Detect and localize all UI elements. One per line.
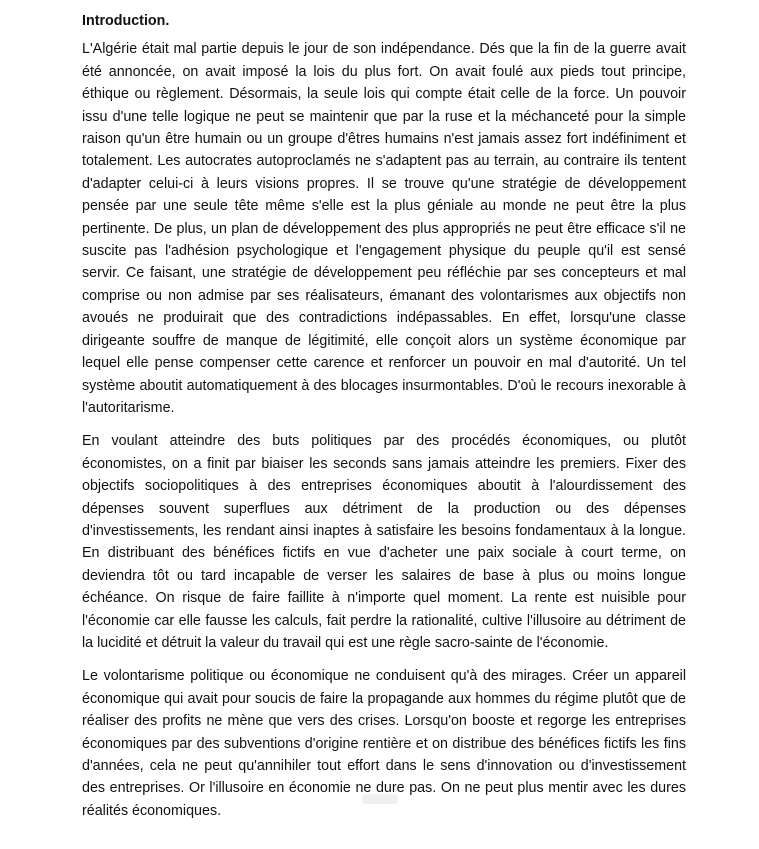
document-page: [82, 10, 686, 833]
paragraph-2: En voulant atteindre des buts politiques par des procédés économiques, ou plutôt économistes, on a finit par biaiser les seconds sans jamais atteindre les premiers. Fixer des objectifs sociopolitiques à des entreprises économiques aboutit à l'alourdissement des dépenses souvent superflues aux détriment de la production ou des dépenses d'investissements, les rendant ainsi inaptes à satisfaire les besoins fondamentaux à la longue. En distribuant des bénéfices fictifs en vue d'acheter une paix sociale à court terme, on deviendra tôt ou tard incapable de verser les salaires de base à plus ou moins longue échéance. On risque de faire faillite à n'importe quel moment. La rente est nuisible pour l'économie car elle fausse les calculs, fait perdre la rationalité, cultive l'illusoire au détriment de la lucidité et détruit la valeur du travail qui est une règle sacro-sainte de l'économie.: [82, 433, 686, 651]
watermark-icon: [360, 790, 400, 808]
paragraph-1: L'Algérie était mal partie depuis le jour de son indépendance. Dés que la fin de la guerre avait été annoncée, on avait imposé la lois du plus fort. On avait foulé aux pieds tout principe, éthique ou règlement. Désormais, la seule lois qui compte était celle de la force. Un pouvoir issu d'une telle logique ne peut se maintenir que par la ruse et la méchanceté pour la simple raison qu'un être humain ou un groupe d'êtres humains n'est jamais assez fort indéfiniment et totalement. Les autocrates autoproclamés ne s'adaptent pas au terrain, au contraire ils tentent d'adapter celui-ci à leurs visions propres. Il se trouve qu'une stratégie de développement pensée par une seule tête même s'elle est la plus géniale au monde ne peut être la plus pertinente. De plus, un plan de développement des plus appropriés ne peut être efficace s'il ne suscite pas l'adhésion psychologique et l'engagement physique du peuple qu'il est sensé servir. Ce faisant, une stratégie de développement peu réfléchie par ses concepteurs et mal comprise ou non admise par ses réalisateurs, émanant des volontarismes aux objectifs non avoués ne produirait que des contradictions indépassables. En effet, lorsqu'une classe dirigeante souffre de manque de légitimité, elle conçoit alors un système économique par lequel elle pense compenser cette carence et renforcer un pouvoir en mal d'autorité. Un tel système aboutit automatiquement à des blocages insurmontables. D'où le recours inexorable à l'autoritarisme.: [82, 41, 686, 416]
section-heading: Introduction.: [82, 13, 170, 29]
paragraph-3: Le volontarisme politique ou économique ne conduisent qu'à des mirages. Créer un appareil économique qui avait pour soucis de faire la propagande aux hommes du régime plutôt que de réaliser des profits ne mène que vers des crises. Lorsqu'on booste et regorge les entreprises économiques par des subventions d'origine rentière et on distribue des bénéfices fictifs les fins d'années, cela ne peut qu'annihiler tout effort dans le sens d'innovation ou d'investissement des entreprises. Or l'illusoire en économie ne dure pas. On ne peut plus mentir avec les dures réalités économiques.: [82, 668, 686, 819]
